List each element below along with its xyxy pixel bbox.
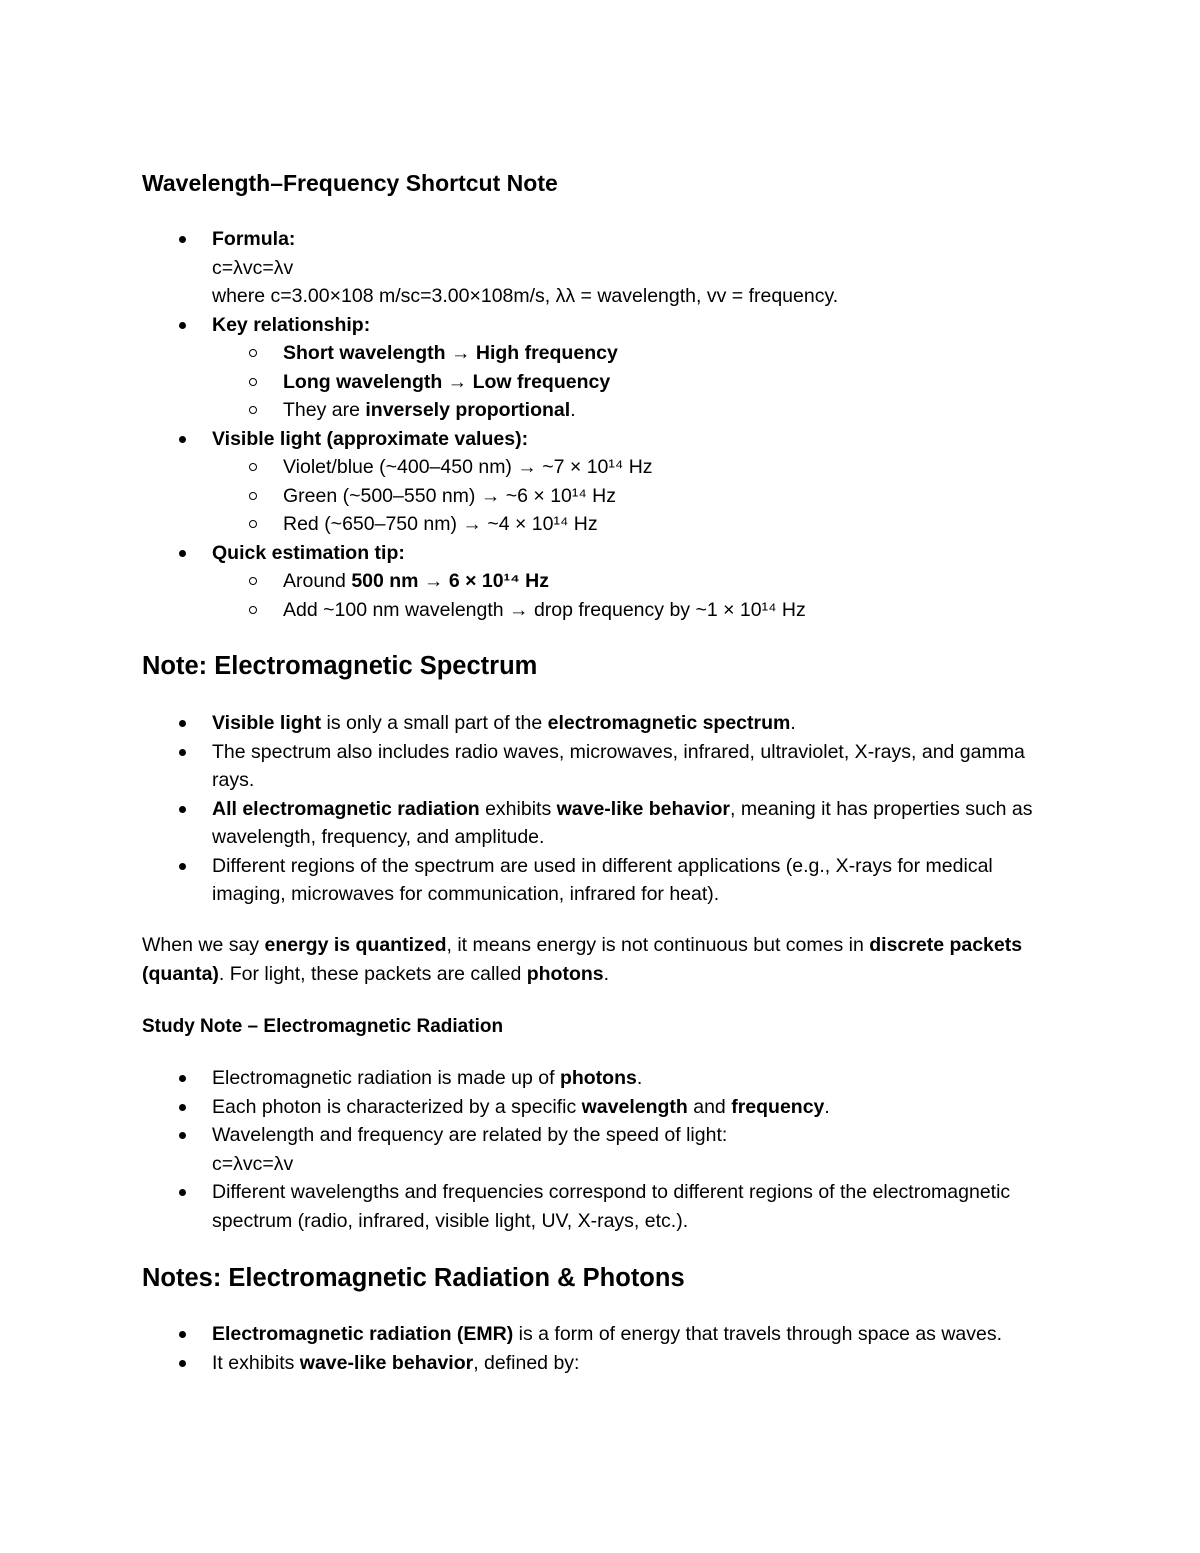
emr-text: is a form of energy that travels through space as waves. [513, 1323, 1003, 1345]
text-properties: , meaning it has properties such as wavelength, frequency, and amplitude. [212, 797, 1033, 848]
quant-text-3: . For light, these packets are called [218, 962, 527, 985]
sub-item-red: Red (~650–750 nm) → ~4 × 10¹⁴ Hz [212, 510, 1062, 539]
long-wavelength-text: Long wavelength → Low frequency [283, 370, 611, 393]
speed-of-light-formula: c=λvc=λv [212, 1152, 294, 1175]
text-period: . [790, 712, 796, 734]
list-item-visible-small [142, 709, 1062, 738]
section-title-em-spectrum: Note: Electromagnetic Spectrum [142, 652, 538, 680]
sub-item-green: Green (~500–550 nm) → ~6 × 10¹⁴ Hz [212, 482, 1062, 511]
emr-bold: Electromagnetic radiation (EMR) [212, 1323, 514, 1345]
around-text: Around [283, 570, 352, 592]
list-item-formula [142, 225, 1062, 311]
sub-item-long-wavelength [212, 368, 1062, 397]
bold-wave-like: wave-like behavior [556, 797, 731, 820]
wave-like-bold: wave-like behavior [299, 1351, 474, 1374]
and-text: and [687, 1095, 732, 1118]
text-small-part: is only a small part of the [321, 712, 548, 734]
estimation-tip-label: Quick estimation tip: [212, 541, 405, 564]
list-item-wave-behavior [142, 795, 1062, 852]
sub-item-add: Add ~100 nm wavelength → drop frequency by ~1 × 10¹⁴ Hz [212, 596, 1062, 625]
quantized-paragraph [142, 931, 1062, 988]
photons-bold: photons [559, 1067, 637, 1089]
section-title-study-note: Study Note – Electromagnetic Radiation [142, 1016, 504, 1037]
formula-where-text: where c=3.00×108 m/sc=3.00×108m/s, λλ = wavelength, vv = frequency. [212, 285, 839, 307]
text-exhibits: exhibits [479, 797, 557, 820]
quant-text-2: , it means energy is not continuous but comes in [446, 934, 870, 956]
em-spectrum-list [142, 709, 1062, 909]
inverse-end: . [570, 399, 576, 421]
exhibits-text: It exhibits [212, 1351, 300, 1374]
quant-text-4: . [603, 962, 610, 985]
inverse-bold: inversely proportional [365, 399, 571, 421]
list-item-spectrum-includes: The spectrum also includes radio waves, microwaves, infrared, ultraviolet, X-rays, and gamma rays. [142, 738, 1062, 795]
bold-em-spectrum: electromagnetic spectrum [547, 712, 791, 734]
bold-visible-light: Visible light [212, 712, 322, 734]
bold-all-em-radiation: All electromagnetic radiation [212, 797, 480, 820]
defined-by-text: , defined by: [473, 1351, 580, 1374]
short-wavelength-text: Short wavelength → High frequency [283, 342, 618, 364]
section-title-emr-photons: Notes: Electromagnetic Radiation & Photons [142, 1264, 685, 1292]
list-item-key-relationship [142, 311, 1062, 425]
quant-bold-3: photons [526, 962, 604, 985]
list-item-estimation-tip [142, 539, 1062, 625]
photons-end: . [636, 1067, 643, 1089]
sub-item-inverse [212, 396, 1062, 425]
list-item-regions: Different wavelengths and frequencies correspond to different regions of the electromagnetic spectrum (radio, infrared, visible light, UV, X-rays, etc.). [142, 1178, 1062, 1235]
characterized-text: Each photon is characterized by a specific [212, 1095, 582, 1118]
speed-of-light-text: Wavelength and frequency are related by the speed of light: [212, 1124, 728, 1146]
list-item-wave-like [142, 1349, 1062, 1378]
list-item-emr-definition [142, 1320, 1062, 1349]
list-item-applications: Different regions of the spectrum are used in different applications (e.g., X-rays for medical imaging, microwaves for communication, infrared for heat). [142, 852, 1062, 909]
quant-bold-2: discrete packets (quanta) [142, 934, 1023, 985]
quant-bold-1: energy is quantized [264, 934, 447, 956]
shortcut-note-list [142, 225, 1062, 624]
formula-text: c=λvc=λv [212, 256, 294, 279]
list-item-visible-light [142, 425, 1062, 539]
list-item-speed-of-light [142, 1121, 1062, 1178]
key-relationship-sublist [212, 339, 1062, 425]
sub-item-violet: Violet/blue (~400–450 nm) → ~7 × 10¹⁴ Hz [212, 453, 1062, 482]
list-item-characterized [142, 1093, 1062, 1122]
key-relationship-label: Key relationship: [212, 313, 371, 336]
quant-text-1: When we say [142, 934, 265, 956]
sub-item-around [212, 567, 1062, 596]
formula-label: Formula: [212, 228, 296, 250]
list-item-photons [142, 1064, 1062, 1093]
inverse-text: They are [283, 399, 366, 421]
characterized-end: . [824, 1095, 830, 1118]
emr-photons-list [142, 1320, 1062, 1377]
estimation-tip-sublist [212, 567, 1062, 624]
section-title-shortcut-note: Wavelength–Frequency Shortcut Note [142, 170, 558, 196]
around-bold: 500 nm → 6 × 10¹⁴ Hz [351, 570, 549, 592]
frequency-bold: frequency [731, 1095, 825, 1118]
visible-light-label: Visible light (approximate values): [212, 427, 529, 450]
wavelength-bold: wavelength [581, 1095, 688, 1118]
study-note-list [142, 1064, 1062, 1235]
photons-text: Electromagnetic radiation is made up of [212, 1067, 560, 1089]
visible-light-sublist [212, 453, 1062, 539]
sub-item-short-wavelength [212, 339, 1062, 368]
